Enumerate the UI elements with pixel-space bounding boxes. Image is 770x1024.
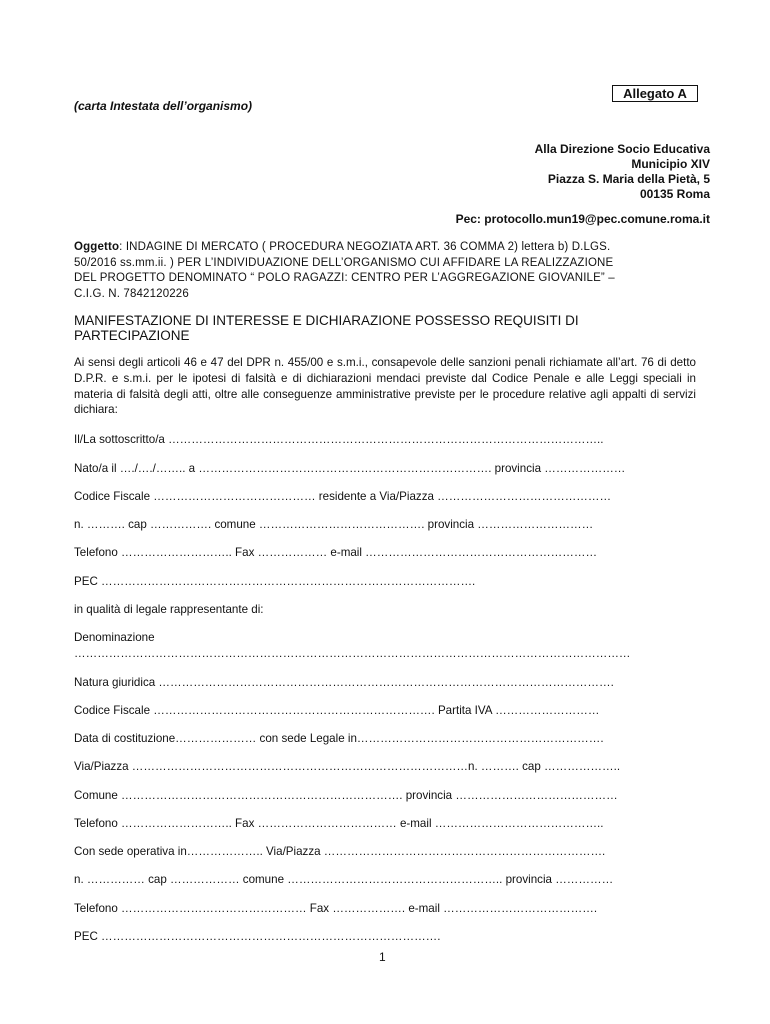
field-pec-operativa[interactable]: PEC ……………………………………………………………………………. <box>74 930 441 943</box>
field-data-costituzione[interactable]: Data di costituzione………………… con sede Legale in………………………………………………………. <box>74 732 604 745</box>
recipient-line-2: Municipio XIV <box>631 157 710 171</box>
subject-block <box>74 240 696 302</box>
field-telefono-org[interactable]: Telefono ……………………….. Fax ……………………………… e-mail …………………………………….. <box>74 817 604 830</box>
field-via-piazza[interactable]: Via/Piazza ……………………………………………………………………………n. ………. cap ……………….. <box>74 760 621 773</box>
field-cap-comune[interactable]: n. ………. cap ……………. comune ……………………………………. provincia ………………………… <box>74 518 594 531</box>
field-pec[interactable]: PEC ……………………………………………………………………………………. <box>74 575 476 588</box>
section-title <box>74 313 674 343</box>
recipient-line-1: Alla Direzione Socio Educativa <box>534 142 710 156</box>
letterhead-placeholder: (carta Intestata dell’organismo) <box>74 99 253 113</box>
field-codice-fiscale-piva[interactable]: Codice Fiscale ………………………………………………………………. Partita IVA ……………………… <box>74 704 600 717</box>
allegato-label: Allegato A <box>612 85 698 102</box>
field-sede-operativa[interactable]: Con sede operativa in……………….. Via/Piazza ………………………………………………………………. <box>74 845 606 858</box>
recipient-line-3: Piazza S. Maria della Pietà, 5 <box>547 172 710 186</box>
field-cap-comune-operativa[interactable]: n. …………… cap ……………… comune ……………………………………………….. provincia …………… <box>74 873 614 886</box>
denominazione-label: Denominazione <box>74 631 155 644</box>
recipient-line-4: 00135 Roma <box>639 187 710 201</box>
page-number: 1 <box>379 950 386 964</box>
subject-line-3: DEL PROGETTO DENOMINATO “ POLO RAGAZZI: CENTRO PER L’AGGREGAZIONE GIOVANILE” – <box>74 272 615 284</box>
subject-line-1 <box>74 240 696 256</box>
legal-representative-label: in qualità di legale rappresentante di: <box>74 603 264 616</box>
field-nato[interactable]: Nato/a il …./…./…….. a …………………………………………………………………. provincia ………………… <box>74 462 626 475</box>
declaration-paragraph: Ai sensi degli articoli 46 e 47 del DPR n. 455/00 e s.m.i., consapevole delle sanzioni penali richiamate all’art. 76 di detto D.P.R. e s.m.i. per le ipotesi di falsità e di dichiarazioni mendaci previste dal Codice Penale e alle Leggi speciali in materia di falsità degli atti, oltre alle conseguenze amministrative previste per le procedure relative agli appalti di servizi dichiara: <box>74 356 696 417</box>
field-denominazione[interactable]: ……………………………………………………………………………………………………………………………… <box>74 647 631 660</box>
field-sottoscritto[interactable]: Il/La sottoscritto/a ………………………………………………………………………………………………….. <box>74 433 604 446</box>
field-telefono-operativa[interactable]: Telefono ………………………………………… Fax ………………. e-mail …………………………………. <box>74 902 598 915</box>
section-title-line-1: MANIFESTAZIONE DI INTERESSE E DICHIARAZIONE POSSESSO REQUISITI DI <box>74 313 579 328</box>
field-natura-giuridica[interactable]: Natura giuridica ………………………………………………………………………………………………………. <box>74 676 614 689</box>
field-codice-fiscale-residente[interactable]: Codice Fiscale …………………………………… residente a Via/Piazza ……………………………………… <box>74 490 612 503</box>
subject-label: Oggetto <box>74 241 120 253</box>
subject-line-4: C.I.G. N. 7842120226 <box>74 287 189 300</box>
field-comune[interactable]: Comune ………………………………………………………………. provincia …………………………………… <box>74 789 618 802</box>
field-telefono[interactable]: Telefono ……………………….. Fax ……………… e-mail …………………………………………………… <box>74 546 598 559</box>
subject-text-1: : INDAGINE DI MERCATO ( PROCEDURA NEGOZIATA ART. 36 COMMA 2) lettera b) D.LGS. <box>119 241 611 253</box>
section-title-line-2: PARTECIPAZIONE <box>74 328 190 343</box>
subject-line-2: 50/2016 ss.mm.ii. ) PER L’INDIVIDUAZIONE DELL’ORGANISMO CUI AFFIDARE LA REALIZZAZIONE <box>74 256 614 269</box>
recipient-pec: Pec: protocollo.mun19@pec.comune.roma.it <box>455 212 710 226</box>
